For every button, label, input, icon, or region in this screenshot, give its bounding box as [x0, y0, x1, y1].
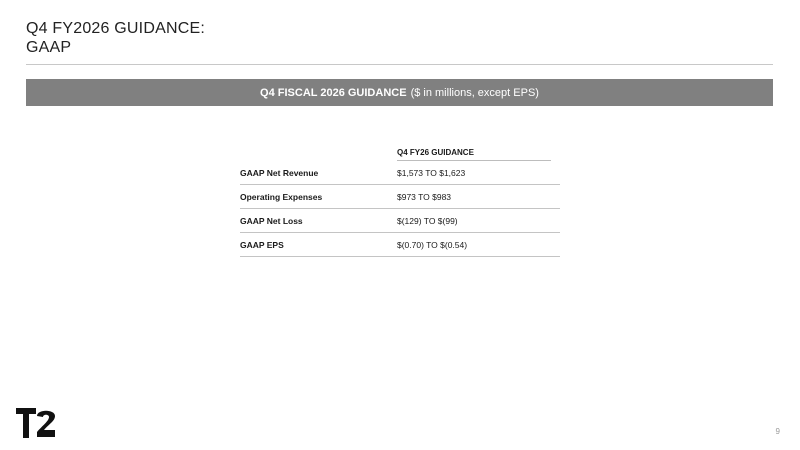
title-divider [26, 64, 773, 65]
slide-title-line-1: Q4 FY2026 GUIDANCE: [26, 20, 205, 37]
guidance-banner [26, 79, 773, 106]
table-row [240, 185, 560, 209]
slide-title [26, 19, 426, 57]
banner-title: Q4 FISCAL 2026 GUIDANCE [260, 86, 407, 99]
table-row [240, 161, 560, 185]
guidance-table [240, 145, 560, 257]
row-metric-label: GAAP Net Loss [240, 215, 303, 226]
row-guidance-value: $973 TO $983 [397, 191, 452, 202]
t2-logo-icon [16, 408, 56, 438]
banner-subtitle: ($ in millions, except EPS) [410, 86, 539, 99]
page-number: 9 [775, 427, 780, 436]
slide-title-line-2: GAAP [26, 39, 72, 56]
row-metric-label: GAAP Net Revenue [240, 167, 319, 178]
row-metric-label: GAAP EPS [240, 239, 284, 250]
table-row [240, 209, 560, 233]
table-header [240, 145, 560, 161]
row-guidance-value: $(129) TO $(99) [397, 215, 458, 226]
column-header-guidance: Q4 FY26 GUIDANCE [397, 148, 551, 161]
table-row [240, 233, 560, 257]
row-guidance-value: $1,573 TO $1,623 [397, 167, 466, 178]
row-metric-label: Operating Expenses [240, 191, 323, 202]
row-guidance-value: $(0.70) TO $(0.54) [397, 239, 468, 250]
